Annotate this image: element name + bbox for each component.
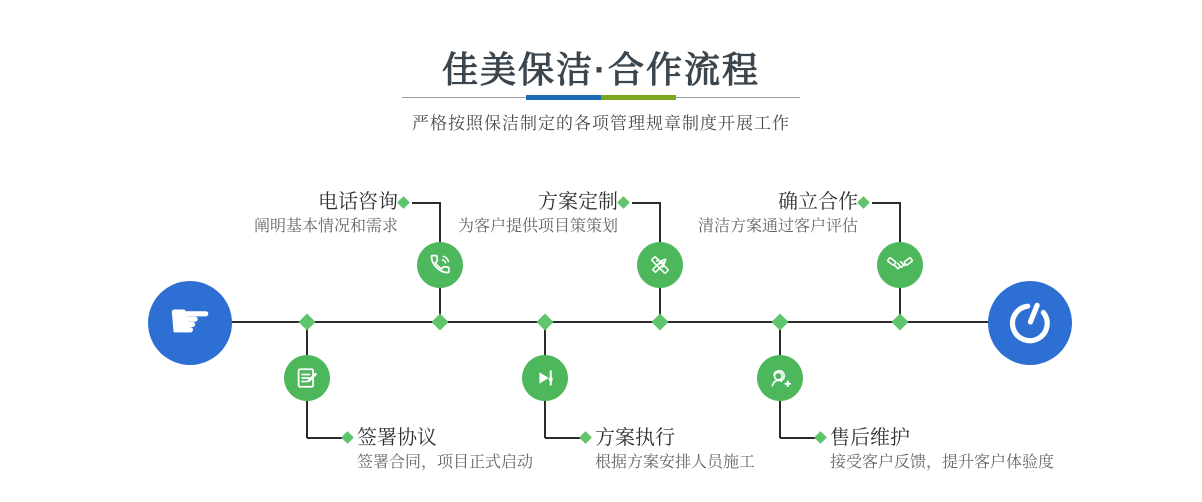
step-desc: 阐明基本情况和需求 [253, 218, 398, 235]
step-desc: 接受客户反馈，提升客户体验度 [830, 454, 1055, 471]
title-divider [402, 95, 800, 101]
page-subtitle: 严格按照保洁制定的各项管理规章制度开展工作 [412, 114, 790, 133]
connector-horizontal [632, 202, 660, 204]
step-text [357, 425, 533, 474]
play-execute-icon [522, 355, 568, 401]
connector-horizontal [872, 202, 900, 204]
contract-sign-icon [284, 355, 330, 401]
handshake-icon [877, 242, 923, 288]
start-endpoint [148, 281, 232, 365]
label-diamond [341, 431, 354, 444]
step-title: 签署协议 [357, 427, 437, 449]
step-text [458, 189, 618, 238]
label-diamond [579, 431, 592, 444]
step-text [254, 189, 398, 238]
power-icon [1004, 297, 1056, 349]
step-text [698, 189, 858, 238]
label-diamond [617, 196, 630, 209]
timeline-node-diamond [772, 314, 789, 331]
step-desc: 清洁方案通过客户评估 [697, 218, 858, 235]
phone-icon [417, 242, 463, 288]
label-diamond [814, 431, 827, 444]
step-title: 电话咨询 [318, 191, 398, 213]
connector-horizontal [307, 437, 343, 439]
timeline-node-diamond [652, 314, 669, 331]
step-text [595, 425, 755, 474]
timeline-node-diamond [537, 314, 554, 331]
step-title: 方案执行 [595, 427, 675, 449]
connector-horizontal [545, 437, 581, 439]
timeline-node-diamond [432, 314, 449, 331]
label-diamond [397, 196, 410, 209]
step-desc: 根据方案安排人员施工 [595, 454, 756, 471]
step-desc: 为客户提供项目策策划 [457, 218, 618, 235]
step-desc: 签署合同，项目正式启动 [357, 454, 534, 471]
pencil-ruler-icon [637, 242, 683, 288]
timeline-node-diamond [892, 314, 909, 331]
step-title: 确立合作 [778, 191, 858, 213]
connector-horizontal [780, 437, 816, 439]
divider-green-segment [601, 95, 676, 100]
step-title: 方案定制 [538, 191, 618, 213]
label-diamond [857, 196, 870, 209]
pointing-hand-icon: ☛ [167, 293, 213, 349]
step-title: 售后维护 [830, 427, 910, 449]
connector-horizontal [412, 202, 440, 204]
step-text [830, 425, 1054, 474]
page-title: 佳美保洁·合作流程 [442, 49, 760, 90]
divider-blue-segment [526, 95, 601, 100]
end-endpoint [988, 281, 1072, 365]
customer-service-icon [757, 355, 803, 401]
timeline-node-diamond [299, 314, 316, 331]
